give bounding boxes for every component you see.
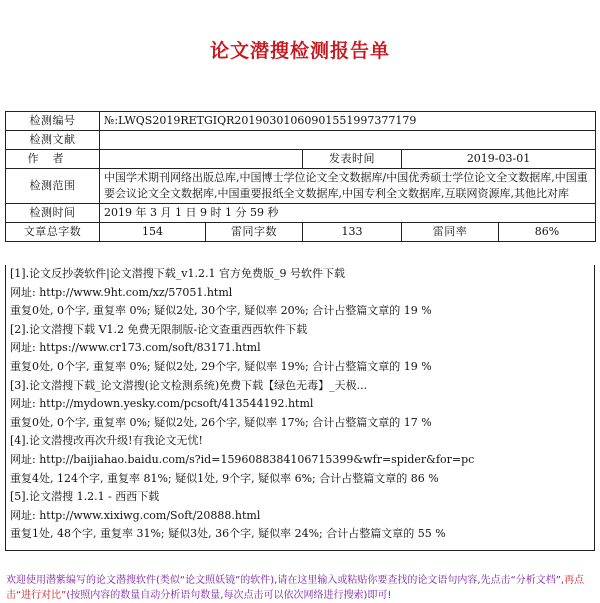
repeat-rate-label: 雷同率 bbox=[402, 223, 499, 242]
author-label: 作者 bbox=[6, 150, 100, 169]
result-item bbox=[10, 377, 590, 433]
result-title[interactable]: [3].论文潜搜下载_论文潜搜(论文检测系统)免费下载【绿色无毒】_天极... bbox=[10, 378, 368, 392]
id-value: №:LWQS2019RETGIQR20190301060901551997377179 bbox=[100, 112, 596, 131]
result-stats: 重复0处, 0个字, 重复率 0%; 疑似2处, 26个字, 疑似率 17%; 合计占整篇文章的 17 % bbox=[10, 415, 432, 429]
report-info-table bbox=[5, 111, 596, 242]
result-stats: 重复0处, 0个字, 重复率 0%; 疑似2处, 29个字, 疑似率 19%; 合计占整篇文章的 19 % bbox=[10, 359, 432, 373]
repeat-words-value: 133 bbox=[303, 223, 402, 242]
result-url[interactable]: 网址: http://www.xixiwg.com/Soft/20888.html bbox=[10, 508, 261, 522]
document-value bbox=[100, 131, 596, 150]
result-title[interactable]: [2].论文潜搜下载 V1.2 免费无限制版-论文查重西西软件下载 bbox=[10, 322, 308, 336]
row-author bbox=[6, 150, 596, 169]
row-scope bbox=[6, 169, 596, 204]
scope-value: 中国学术期刊网络出版总库,中国博士学位论文全文数据库/中国优秀硕士学位论文全文数据库,中国重要会议论文全文数据库,中国重要报纸全文数据库,中国专利全文数据库,互联网资源库,其他比对库 bbox=[100, 169, 596, 204]
row-time bbox=[6, 204, 596, 223]
result-url[interactable]: 网址: http://mydown.yesky.com/pcsoft/413544192.html bbox=[10, 397, 314, 411]
repeat-rate-value: 86% bbox=[499, 223, 596, 242]
pubtime-label: 发表时间 bbox=[303, 150, 402, 169]
document-label: 检测文献 bbox=[6, 131, 100, 150]
row-document bbox=[6, 131, 596, 150]
result-url[interactable]: 网址: http://baijiahao.baidu.com/s?id=1596088384106715399&wfr=spider&for=pc bbox=[10, 452, 475, 466]
footer-text-compare: 再点击“进行对比” bbox=[6, 575, 585, 601]
result-stats: 重复0处, 0个字, 重复率 0%; 疑似2处, 30个字, 疑似率 20%; 合计占整篇文章的 19 % bbox=[10, 304, 432, 318]
pubtime-value: 2019-03-01 bbox=[402, 150, 596, 169]
time-label: 检测时间 bbox=[6, 204, 100, 223]
footer-text-instructions: (按照内容的数量自动分析语句数量,每次点击可以依次网络进行搜索)即可! bbox=[66, 590, 392, 601]
result-title[interactable]: [1].论文反抄袭软件|论文潜搜下载_v1.2.1 官方免费版_9 号软件下载 bbox=[10, 267, 345, 280]
time-value: 2019 年 3 月 1 日 9 时 1 分 59 秒 bbox=[100, 204, 596, 223]
result-title[interactable]: [5].论文潜搜 1.2.1 - 西西下载 bbox=[10, 490, 160, 504]
row-stats bbox=[6, 223, 596, 242]
repeat-words-label: 雷同字数 bbox=[206, 223, 303, 242]
result-stats: 重复1处, 48个字, 重复率 31%; 疑似3处, 36个字, 疑似率 24%; 合计占整篇文章的 55 % bbox=[10, 527, 446, 541]
author-value bbox=[100, 150, 303, 169]
result-item bbox=[10, 488, 590, 544]
total-words-label: 文章总字数 bbox=[6, 223, 100, 242]
result-url[interactable]: 网址: http://www.9ht.com/xz/57051.html bbox=[10, 285, 233, 299]
result-stats: 重复4处, 124个字, 重复率 81%; 疑似1处, 9个字, 疑似率 6%; 合计占整篇文章的 86 % bbox=[10, 471, 439, 485]
result-url[interactable]: 网址: https://www.cr173.com/soft/83171.html bbox=[10, 341, 261, 355]
footer-text-intro: 欢迎使用潜紫编写的论文潜搜软件(类似“论文照妖镜”的软件),请在这里输入或粘贴你要查找的论文语句内容,先点击“分析文档”, bbox=[6, 575, 565, 586]
report-title: 论文潜搜检测报告单 bbox=[209, 40, 390, 62]
row-id bbox=[6, 112, 596, 131]
results-panel bbox=[5, 265, 595, 551]
scope-label: 检测范围 bbox=[6, 169, 100, 204]
result-item bbox=[10, 432, 590, 488]
footer-note bbox=[6, 573, 596, 603]
total-words-value: 154 bbox=[100, 223, 206, 242]
result-title[interactable]: [4].论文潜搜改再次升级!有我论文无忧! bbox=[10, 434, 203, 448]
result-item bbox=[10, 321, 590, 377]
id-label: 检测编号 bbox=[6, 112, 100, 131]
result-item bbox=[10, 265, 590, 321]
